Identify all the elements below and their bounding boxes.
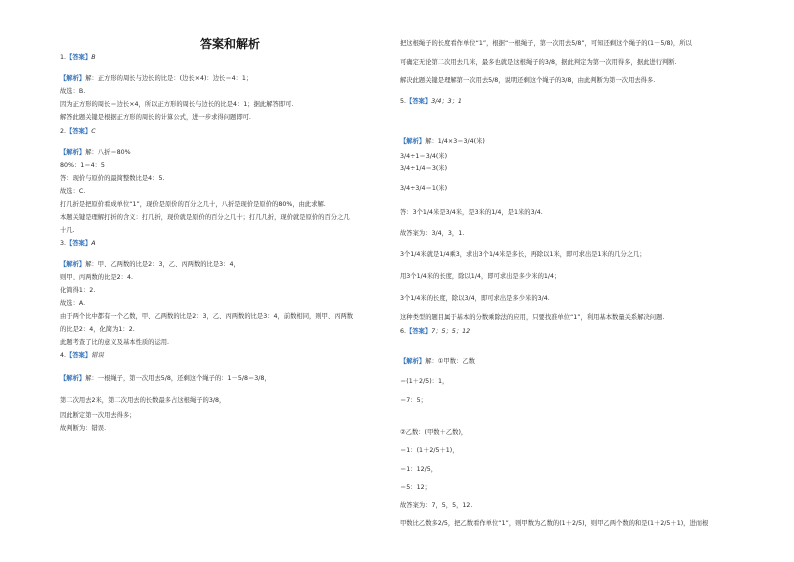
text-line <box>400 397 427 405</box>
line-text: 3/4÷1＝3/4(米) <box>400 153 448 160</box>
answer-tag: 【答案】 <box>66 128 92 135</box>
text-line <box>60 425 106 433</box>
line-text: 由于两个比中都有一个乙数，甲、乙两数的比是2：3，乙、丙两数的比是3：4，前数相同，则甲、丙两数 <box>60 313 354 320</box>
answer-line <box>400 98 462 106</box>
explanation-tag: 【解析】 <box>400 138 426 145</box>
answer-value: 7；5；5；12 <box>431 328 471 335</box>
line-text: 第二次用去2米，第二次用去的长数最多占这根绳子的3/8， <box>60 397 226 404</box>
explanation-line <box>60 149 131 157</box>
answer-tag: 【答案】 <box>406 98 432 105</box>
text-line <box>400 314 664 322</box>
text-line <box>400 209 543 217</box>
line-text: 5. <box>400 98 407 105</box>
answer-value: 错误 <box>91 352 104 359</box>
text-line <box>400 429 467 437</box>
text-line <box>60 201 326 209</box>
text-line <box>400 251 646 259</box>
text-line <box>400 378 448 386</box>
text-line <box>60 397 225 405</box>
text-line <box>400 447 459 455</box>
text-line <box>400 466 437 474</box>
explanation-tag: 【解析】 <box>60 149 86 156</box>
text-line <box>60 114 251 122</box>
answer-line <box>60 54 96 62</box>
text-line <box>400 77 655 85</box>
line-text: 故选：C. <box>60 188 86 195</box>
line-text: 解答此题关键是根据正方形的周长的计算公式，进一步求得问题即可. <box>60 114 251 121</box>
text-line <box>60 326 135 334</box>
explanation-line <box>60 75 252 83</box>
answer-value: C <box>91 128 96 135</box>
text-line <box>400 295 550 303</box>
line-text: 十几. <box>60 227 75 234</box>
explanation-line <box>400 358 475 366</box>
text-line <box>60 101 293 109</box>
text-line <box>60 313 353 321</box>
line-text: 故答案为：3/4，3，1. <box>400 230 465 237</box>
answer-value: B <box>91 54 96 61</box>
line-text: 本题关键是理解打折的含义：打几折，现价就是原价的百分之几十；打几几折，现价就是原价的百分之几 <box>60 214 350 221</box>
line-text: 化简得1：2. <box>60 287 96 294</box>
answer-line <box>60 352 104 360</box>
line-text: 3个1/4米的长度，除以3/4，即可求出是多少米的3/4. <box>400 295 550 302</box>
explanation-line <box>60 261 240 269</box>
text-line <box>400 59 677 67</box>
text-line <box>400 185 447 193</box>
line-text: 3个1/4米就是1/4乘3，求出3个1/4米是多长，再除以1米，即可求出是1米的几分之几； <box>400 251 646 258</box>
answer-tag: 【答案】 <box>66 352 92 359</box>
explanation-text: 解：甲、乙两数的比是2：3，乙、丙两数的比是3：4， <box>85 261 240 268</box>
answer-line <box>60 240 96 248</box>
line-text: 因为正方形的周长＝边长×4，所以正方形的周长与边长的比是4：1；据此解答即可. <box>60 101 294 108</box>
text-line <box>60 162 105 170</box>
line-text: 则甲、丙两数的比是2：4. <box>60 274 133 281</box>
line-text: 用3个1/4米的长度，除以1/4，即可求出是多少米的1/4； <box>400 273 561 280</box>
answer-value: A <box>91 240 96 247</box>
answer-line <box>60 128 96 136</box>
explanation-tag: 【解析】 <box>400 358 426 365</box>
line-text: 因此断定第一次用去得多； <box>60 412 136 419</box>
explanation-line <box>400 138 485 146</box>
explanation-text: 解：一根绳子，第一次用去5/8，还剩这个绳子的：1－5/8＝3/8， <box>85 375 271 382</box>
answer-tag: 【答案】 <box>66 54 92 61</box>
line-text: ＝7：5； <box>400 397 427 404</box>
line-text: 这种类型的题目属于基本的分数乘除法的应用，只要找准单位“1”，利用基本数量关系解决问题. <box>400 314 665 321</box>
document-title: 答案和解析 <box>200 37 261 51</box>
text-line <box>60 300 85 308</box>
text-line <box>60 339 169 347</box>
text-line <box>60 188 85 196</box>
answer-value: 3/4；3；1 <box>431 98 462 105</box>
line-text: 4. <box>60 352 67 359</box>
line-text: 答：3个1/4米是3/4米，是3米的1/4，是1米的3/4. <box>400 209 543 216</box>
text-line <box>400 153 447 161</box>
line-text: 此题考查了比的意义及基本性质的运用. <box>60 339 170 346</box>
text-line <box>60 88 85 96</box>
line-text: ＝(1＋2/5)：1， <box>400 378 449 385</box>
text-line <box>400 273 560 281</box>
text-line <box>60 287 95 295</box>
explanation-tag: 【解析】 <box>60 261 86 268</box>
explanation-text: 解：①甲数：乙数 <box>425 358 475 365</box>
answer-tag: 【答案】 <box>406 328 432 335</box>
line-text: 80%：1＝4：5 <box>60 162 105 169</box>
text-line <box>60 227 75 235</box>
line-text: 2. <box>60 128 67 135</box>
text-line <box>400 502 472 510</box>
text-line <box>400 520 708 528</box>
line-text: 故判断为：错误. <box>60 425 107 432</box>
line-text: 故选：A. <box>60 300 86 307</box>
explanation-text: 解：八折＝80% <box>85 149 131 156</box>
line-text: 故选：B. <box>60 88 86 95</box>
line-text: ＝1：(1＋2/5＋1)， <box>400 447 459 454</box>
explanation-text: 解：1/4×3＝3/4(米) <box>425 138 485 145</box>
line-text: 打几折是把原价看成单位“1”，现价是原价的百分之几十，八折是现价是原价的80%，由此求解. <box>60 201 326 208</box>
line-text: ＝1：12/5， <box>400 466 438 473</box>
text-line <box>400 484 431 492</box>
line-text: 1. <box>60 54 67 61</box>
line-text: 可确定无论第二次用去几米，最多也就是这根绳子的3/8，据此判定为第一次用得多，据此进行判断. <box>400 59 677 66</box>
line-text: 3. <box>60 240 67 247</box>
explanation-text: 解：正方形的周长与边长的比是：(边长×4)：边长＝4：1； <box>85 75 253 82</box>
line-text: 故答案为：7，5，5，12. <box>400 502 473 509</box>
answer-line <box>400 328 470 336</box>
explanation-tag: 【解析】 <box>60 375 86 382</box>
explanation-tag: 【解析】 <box>60 75 86 82</box>
line-text: 甲数比乙数多2/5，把乙数看作单位“1”，则甲数为乙数的(1＋2/5)，则甲乙两个数的和是(1＋2/5＋1)，进而根 <box>400 520 709 527</box>
text-line <box>60 214 350 222</box>
answer-tag: 【答案】 <box>66 240 92 247</box>
line-text: 3/4÷3/4＝1(米) <box>400 185 448 192</box>
line-text: 把这根绳子的长度看作单位“1”，根据“一根绳子，第一次用去5/8”，可知还剩这个绳子的(1－5/8)，所以 <box>400 40 692 47</box>
text-line <box>60 412 136 420</box>
explanation-line <box>60 375 271 383</box>
line-text: 6. <box>400 328 407 335</box>
text-line <box>400 40 692 48</box>
text-line <box>400 165 447 173</box>
line-text: ＝5：12； <box>400 484 431 491</box>
text-line <box>60 175 164 183</box>
line-text: 答：现价与原价的最简整数比是4：5. <box>60 175 165 182</box>
line-text: ②乙数：(甲数＋乙数)， <box>400 429 468 436</box>
text-line <box>60 274 133 282</box>
line-text: 的比是2：4，化简为1：2. <box>60 326 135 333</box>
text-line <box>400 230 464 238</box>
line-text: 解决此题关键是理解第一次用去5/8，说明还剩这个绳子的3/8，由此判断为第一次用去得多. <box>400 77 656 84</box>
line-text: 3/4÷1/4＝3(米) <box>400 165 448 172</box>
